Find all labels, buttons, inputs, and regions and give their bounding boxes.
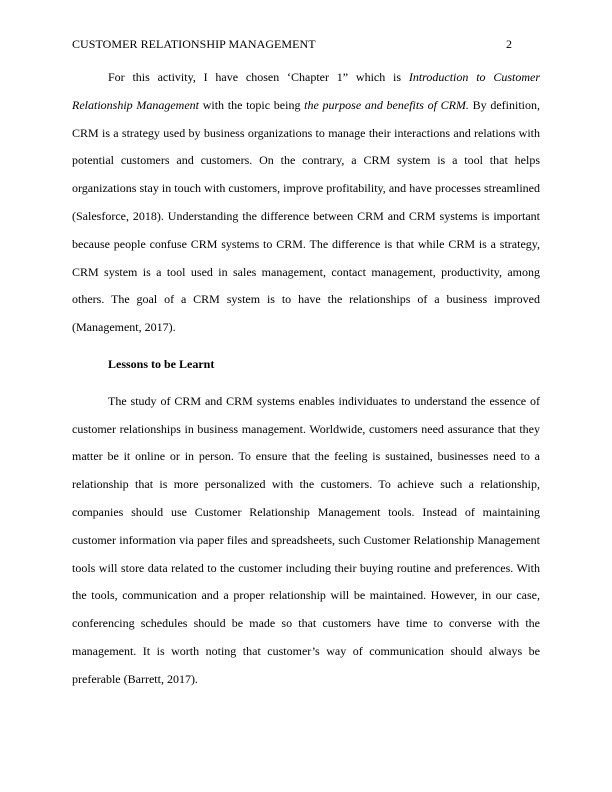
spacer <box>72 342 540 351</box>
running-head <box>72 36 540 52</box>
topic-title: the purpose and benefits of CRM. <box>304 97 469 112</box>
section-heading: Lessons to be Learnt <box>108 356 215 371</box>
intro-paragraph <box>72 64 540 342</box>
spacer <box>72 379 540 388</box>
lessons-paragraph: The study of CRM and CRM systems enables individuates to understand the essence of customer relationships in business management. Worldwide, customers need assurance that they matter be it online or in person. To ensure that the feeling is sustained, businesses need to a relationship that is more personalized with the customers. To achieve such a relationship, companies should use Customer Relationship Management tools. Instead of maintaining customer information via paper files and spreadsheets, such Customer Relationship Management tools will store data related to the customer including their buying routine and preferences. With the tools, communication and a proper relationship will be maintained. However, in our case, conferencing schedules should be made so that customers have time to converse with the management. It is worth noting that customer’s way of communication should always be preferable (Barrett, 2017). <box>72 393 540 686</box>
intro-text-3: By definition, CRM is a strategy used by business organizations to manage their interactions and relations with potential customers and customers. On the contrary, a CRM system is a tool that helps organizations stay in touch with customers, improve profitability, and have processes streamlined (Salesforce, 2018). Understanding the difference between CRM and CRM systems is important because people confuse CRM systems to CRM. The difference is that while CRM is a strategy, CRM system is a tool used in sales management, contact management, productivity, among others. The goal of a CRM system is to have the relationships of a business improved (Management, 2017). <box>72 97 540 335</box>
body-text <box>72 64 540 694</box>
chapter-title: Introduction to Customer Relationship Management <box>72 70 540 112</box>
intro-text-1: For this activity, I have chosen ‘Chapter 1” which is <box>108 70 409 84</box>
intro-text-2: with the topic being <box>199 97 305 112</box>
running-head-title: CUSTOMER RELATIONSHIP MANAGEMENT <box>72 37 316 51</box>
page-number: 2 <box>505 37 512 51</box>
